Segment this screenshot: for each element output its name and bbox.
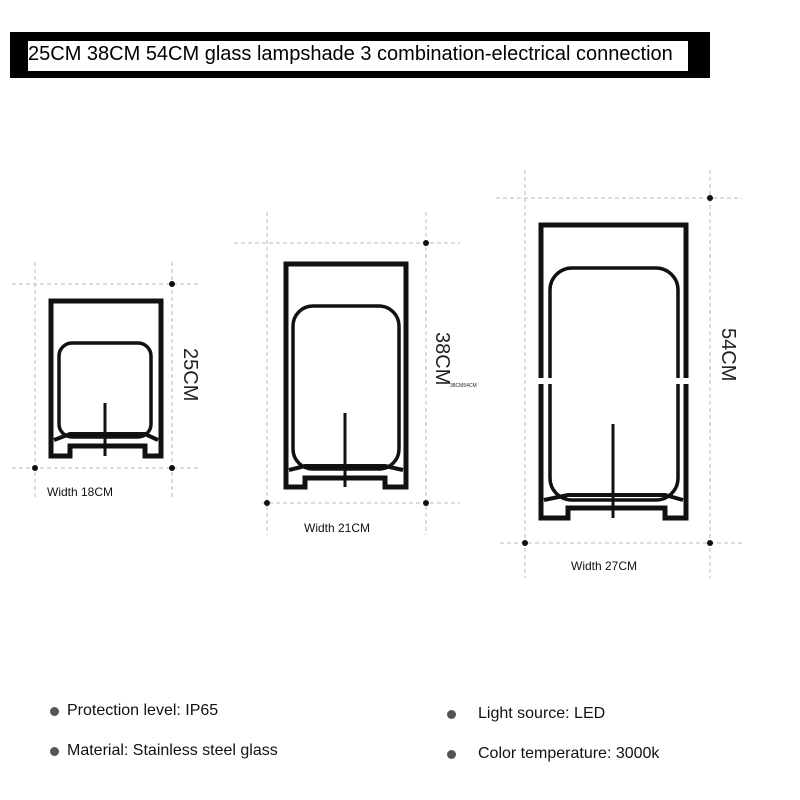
spec-protection (50, 702, 218, 720)
page-title: 25CM 38CM 54CM glass lampshade 3 combination-electrical connection (28, 43, 673, 65)
bullet-icon (447, 750, 456, 759)
lamp-3-dimension-lines (496, 170, 742, 578)
lamp-2-dimension-lines (234, 212, 460, 535)
spec-material (50, 742, 278, 760)
spec-color-temperature (447, 745, 659, 763)
lamp-1-height-label: 25CM (179, 348, 201, 402)
lamp-3-width-label: Width 27CM (571, 559, 638, 573)
lamp-3 (538, 225, 690, 518)
lamp-2 (286, 264, 406, 487)
lamp-2-width-label: Width 21CM (304, 521, 371, 535)
spec-material-text: Material: Stainless steel glass (67, 742, 278, 759)
spec-color-temperature-text: Color temperature: 3000k (478, 745, 660, 762)
lamp-1-dimension-lines (12, 262, 198, 498)
bullet-icon (50, 747, 59, 756)
lamp-1 (51, 301, 161, 456)
bullet-icon (50, 707, 59, 716)
lamp-3-height-label: 54CM (717, 328, 739, 382)
lamp-1-width-label: Width 18CM (47, 485, 114, 499)
spec-light-source-text: Light source: LED (478, 705, 606, 722)
lamp-2-small-note: 38CM54CM (450, 383, 477, 389)
spec-protection-text: Protection level: IP65 (67, 702, 219, 719)
bullet-icon (447, 710, 456, 719)
spec-light-source (447, 705, 605, 723)
lamp-2-height-label: 38CM (431, 332, 453, 386)
